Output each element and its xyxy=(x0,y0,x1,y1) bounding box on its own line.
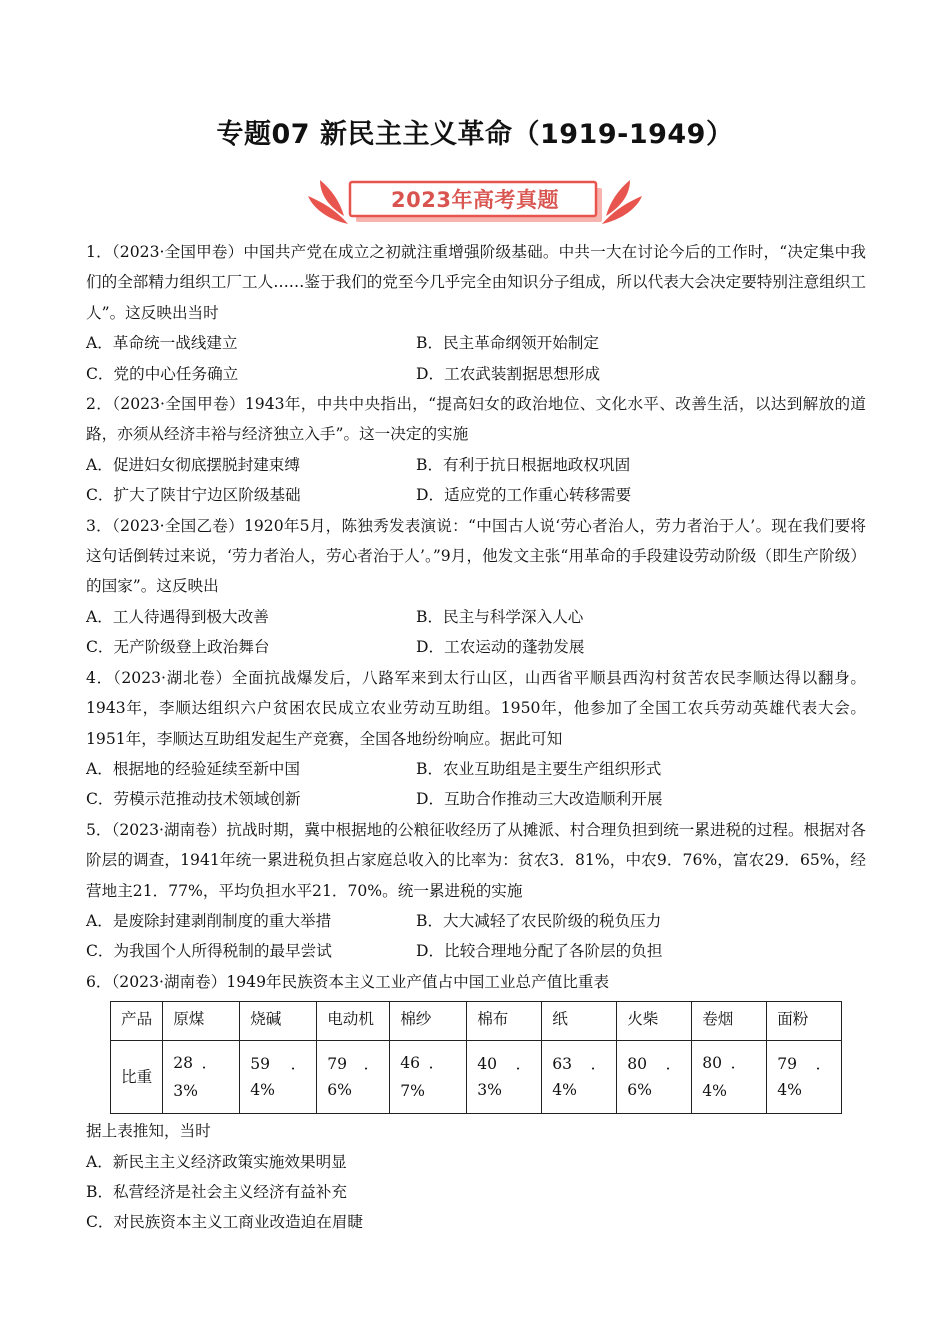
option-b[interactable]: B．有利于抗日根据地政权巩固 xyxy=(416,455,631,474)
question-stem: 6．（2023·湖南卷）1949年民族资本主义工业产值占中国工业总产值比重表 xyxy=(86,972,610,991)
table-cell: 电动机 xyxy=(317,1002,390,1041)
data-table xyxy=(110,1001,842,1114)
option-row xyxy=(86,328,866,358)
option-d[interactable]: D．适应党的工作重心转移需要 xyxy=(416,486,632,505)
question-stem: 1．（2023·全国甲卷）中国共产党在成立之初就注重增强阶级基础。中共一大在讨论今后的工作时，“决定集中我们的全部精力组织工厂工人……鉴于我们的党至今几乎完全由知识分子组成，所以代表大会决定要特别注意组织工人”。这反映出当时 xyxy=(86,243,866,322)
table-cell: 59．4% xyxy=(240,1041,317,1114)
option-row xyxy=(86,754,866,784)
question-3 xyxy=(86,511,866,663)
questions-list xyxy=(86,237,866,1238)
table-cell: 卷烟 xyxy=(692,1002,767,1041)
option-a[interactable]: A．促进妇女彻底摆脱封建束缚 xyxy=(86,455,300,474)
table-cell: 面粉 xyxy=(767,1002,842,1041)
page-title: 专题07 新民主主义革命（1919-1949） xyxy=(216,119,734,150)
table-row xyxy=(111,1041,842,1114)
table-cell xyxy=(163,1041,240,1114)
cell-value: 46．7% xyxy=(400,1054,445,1101)
question-prompt: 据上表推知，当时 xyxy=(86,1122,211,1141)
option-row xyxy=(86,936,866,966)
banner-label: 2023年高考真题 xyxy=(391,188,559,212)
table-cell: 比重 xyxy=(111,1041,163,1114)
question-2 xyxy=(86,389,866,511)
question-stem: 2．（2023·全国甲卷）1943年，中共中央指出，“提高妇女的政治地位、文化水平、改善生活，以达到解放的道路，亦须从经济丰裕与经济独立入手”。这一决定的实施 xyxy=(86,395,866,444)
option-row xyxy=(86,359,866,389)
option-row xyxy=(86,602,866,632)
table-cell: 80．6% xyxy=(617,1041,692,1114)
option-c[interactable]: C．扩大了陕甘宁边区阶级基础 xyxy=(86,486,301,505)
table-cell: 棉纱 xyxy=(390,1002,467,1041)
option-c[interactable]: C．党的中心任务确立 xyxy=(86,364,239,383)
option-c[interactable]: C．无产阶级登上政治舞台 xyxy=(86,638,270,657)
table-cell: 原煤 xyxy=(163,1002,240,1041)
table-cell xyxy=(692,1041,767,1114)
option-a[interactable]: A．根据地的经验延续至新中国 xyxy=(86,759,300,778)
option-a[interactable]: A．新民主主义经济政策实施效果明显 xyxy=(86,1152,347,1171)
cell-value: 28．3% xyxy=(173,1054,218,1101)
section-banner xyxy=(304,174,646,230)
option-b[interactable]: B．私营经济是社会主义经济有益补充 xyxy=(86,1182,347,1201)
option-a[interactable]: A．革命统一战线建立 xyxy=(86,334,238,353)
table-cell: 纸 xyxy=(542,1002,617,1041)
question-stem: 5．（2023·湖南卷）抗战时期，冀中根据地的公粮征收经历了从摊派、村合理负担到统一累进税的过程。根据对各阶层的调查，1941年统一累进税负担占家庭总收入的比率为：贫农3．81%，中农9．76%，富农29．65%，经营地主21．77%，平均负担水平21．70%。统一累进税的实施 xyxy=(86,820,866,900)
option-row xyxy=(86,632,866,662)
option-d[interactable]: D．工农武装割据思想形成 xyxy=(416,364,601,383)
question-1 xyxy=(86,237,866,389)
option-d[interactable]: D．比较合理地分配了各阶层的负担 xyxy=(416,942,663,961)
option-c[interactable]: C．劳模示范推动技术领域创新 xyxy=(86,790,301,809)
table-cell: 产品 xyxy=(111,1002,163,1041)
table-cell: 棉布 xyxy=(467,1002,542,1041)
option-b[interactable]: B．民主与科学深入人心 xyxy=(416,607,584,626)
cell-value: 80．4% xyxy=(702,1054,747,1101)
table-cell: 63．4% xyxy=(542,1041,617,1114)
option-d[interactable]: D．工农运动的蓬勃发展 xyxy=(416,638,585,657)
option-c[interactable]: C．为我国个人所得税制的最早尝试 xyxy=(86,942,332,961)
option-row xyxy=(86,480,866,510)
question-5 xyxy=(86,815,866,967)
option-c[interactable]: C．对民族资本主义工商业改造迫在眉睫 xyxy=(86,1213,364,1232)
table-cell xyxy=(390,1041,467,1114)
question-4 xyxy=(86,663,866,815)
table-cell: 40．3% xyxy=(467,1041,542,1114)
option-b[interactable]: B．大大减轻了农民阶级的税负压力 xyxy=(416,911,662,930)
option-a[interactable]: A．是废除封建剥削制度的重大举措 xyxy=(86,911,332,930)
option-row xyxy=(86,906,866,936)
option-b[interactable]: B．民主革命纲领开始制定 xyxy=(416,334,599,353)
table-header-row xyxy=(111,1002,842,1041)
option-d[interactable]: D．互助合作推动三大改造顺利开展 xyxy=(416,790,663,809)
table-cell: 79．4% xyxy=(767,1041,842,1114)
option-row xyxy=(86,784,866,814)
question-6 xyxy=(86,967,866,1238)
table-cell: 火柴 xyxy=(617,1002,692,1041)
question-stem: 4．（2023·湖北卷）全面抗战爆发后，八路军来到太行山区，山西省平顺县西沟村贫苦农民李顺达得以翻身。1943年，李顺达组织六户贫困农民成立农业劳动互助组。1950年，他参加了全国工农兵劳动英雄代表大会。1951年，李顺达互助组发起生产竞赛，全国各地纷纷响应。据此可知 xyxy=(86,668,866,748)
option-b[interactable]: B．农业互助组是主要生产组织形式 xyxy=(416,759,662,778)
table-cell: 79．6% xyxy=(317,1041,390,1114)
question-stem: 3．（2023·全国乙卷）1920年5月，陈独秀发表演说：“中国古人说‘劳心者治人，劳力者治于人’。现在我们要将这句话倒转过来说，‘劳力者治人，劳心者治于人’。”9月，他发文主张“用革命的手段建设劳动阶级（即生产阶级）的国家”。这反映出 xyxy=(86,516,866,596)
table-cell: 烧碱 xyxy=(240,1002,317,1041)
option-a[interactable]: A．工人待遇得到极大改善 xyxy=(86,607,269,626)
option-row xyxy=(86,450,866,480)
